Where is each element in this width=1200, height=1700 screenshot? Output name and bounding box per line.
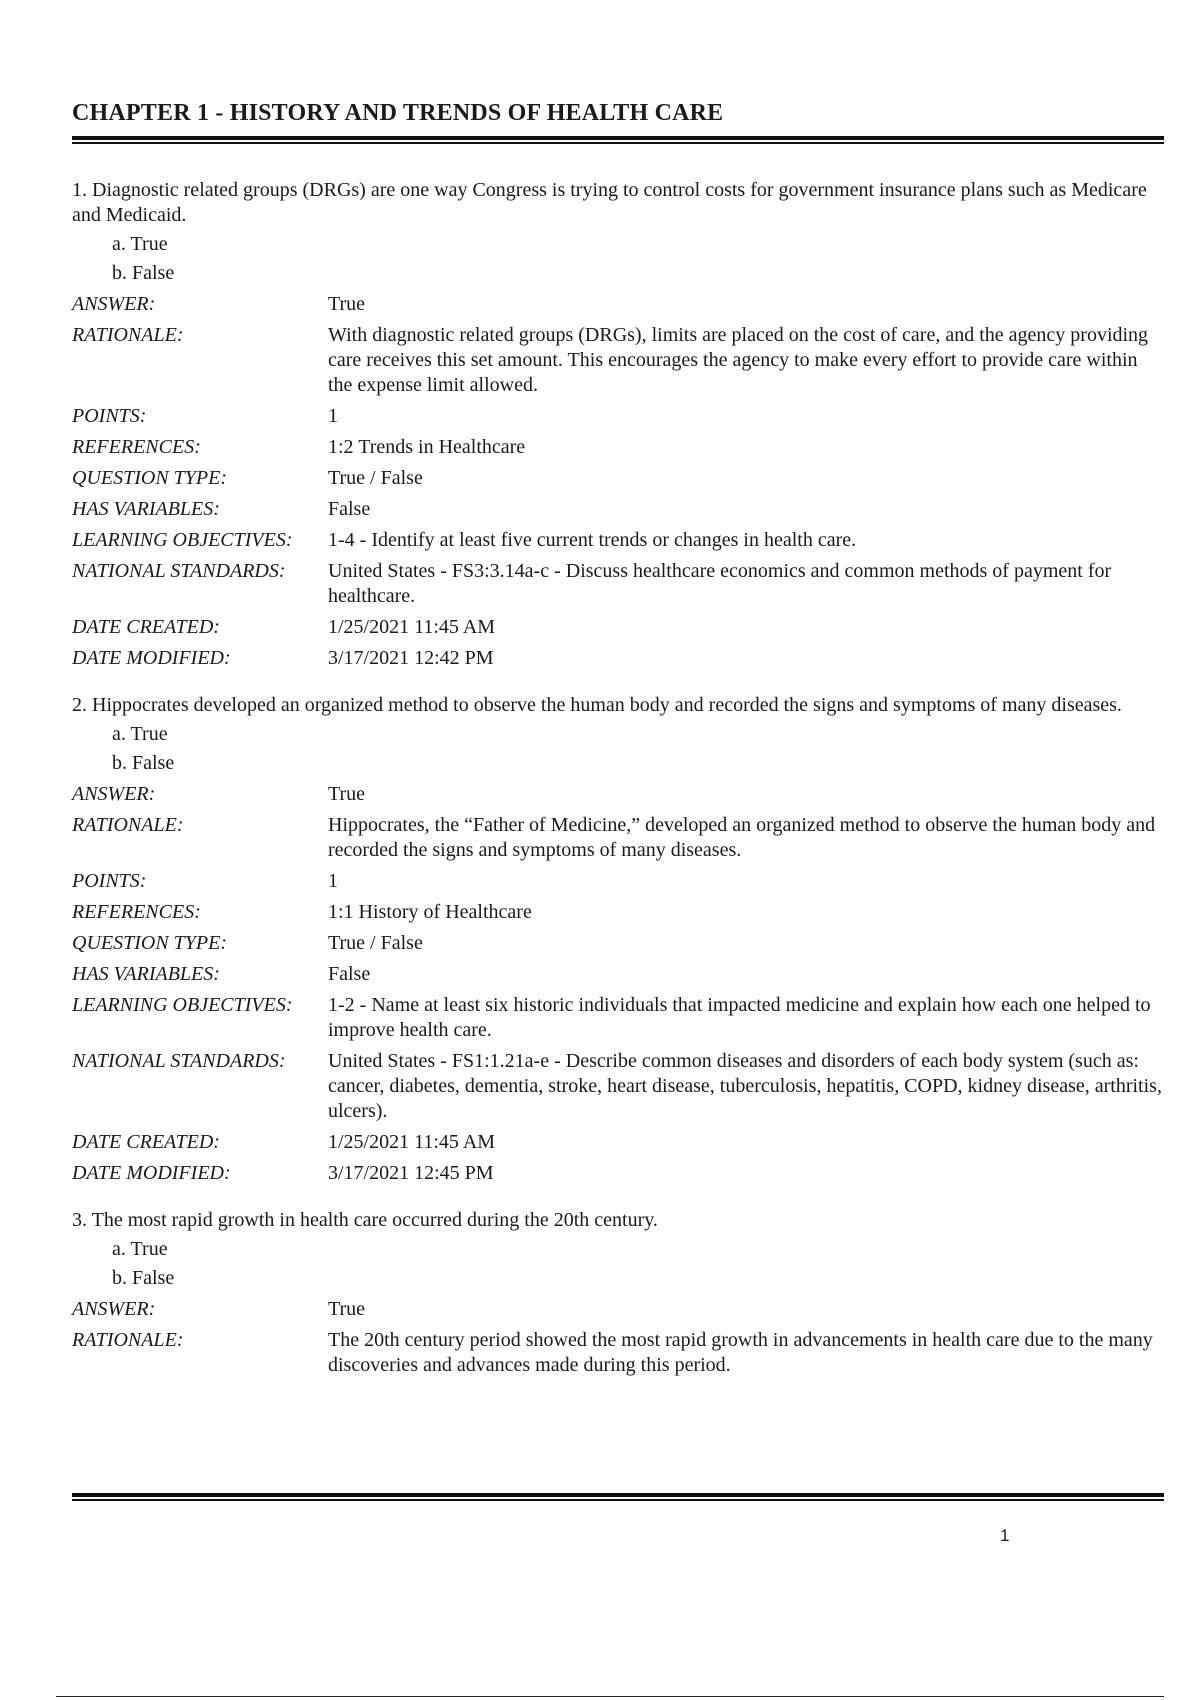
rationale-label: RATIONALE:	[72, 1329, 184, 1351]
date-modified-label: DATE MODIFIED:	[72, 647, 231, 669]
has-variables-row	[72, 497, 1164, 522]
option-b: b. False	[112, 1267, 175, 1289]
question-type-value: True / False	[328, 932, 423, 954]
header-double-rule	[72, 136, 1164, 145]
footer-double-rule	[72, 1493, 1164, 1502]
question-type-label: QUESTION TYPE:	[72, 467, 228, 489]
option-a: a. True	[112, 1238, 168, 1260]
has-variables-label: HAS VARIABLES:	[72, 963, 220, 985]
question-type-label: QUESTION TYPE:	[72, 932, 228, 954]
points-label: POINTS:	[72, 870, 147, 892]
rationale-label: RATIONALE:	[72, 324, 184, 346]
learning-objectives-label: LEARNING OBJECTIVES:	[72, 529, 293, 551]
rule-thick-line	[72, 1493, 1164, 1497]
points-row	[72, 404, 1164, 429]
date-created-value: 1/25/2021 11:45 AM	[328, 1131, 496, 1153]
has-variables-value: False	[328, 498, 371, 520]
date-created-row	[72, 1130, 1164, 1155]
learning-objectives-label: LEARNING OBJECTIVES:	[72, 994, 293, 1016]
points-row	[72, 869, 1164, 894]
rationale-row	[72, 813, 1164, 863]
has-variables-value: False	[328, 963, 371, 985]
answer-label: ANSWER:	[72, 293, 156, 315]
references-label: REFERENCES:	[72, 901, 201, 923]
rationale-value: Hippocrates, the “Father of Medicine,” developed an organized method to observe the human body and recorded the signs and symptoms of many diseases.	[328, 814, 1156, 861]
date-modified-label: DATE MODIFIED:	[72, 1162, 231, 1184]
learning-objectives-row	[72, 993, 1164, 1043]
date-modified-row	[72, 646, 1164, 671]
question-list	[72, 178, 1164, 1400]
page-number: 1	[1000, 1526, 1010, 1545]
question-stem: 1. Diagnostic related groups (DRGs) are one way Congress is trying to control costs for government insurance plans such as Medicare and Medicaid.	[72, 179, 1147, 226]
rationale-value: With diagnostic related groups (DRGs), limits are placed on the cost of care, and the agency providing care receives this set amount. This encourages the agency to make every effort to provide care within the expense limit allowed.	[328, 324, 1149, 396]
answer-label: ANSWER:	[72, 1298, 156, 1320]
rationale-value: The 20th century period showed the most rapid growth in advancements in health care due to the many discoveries and advances made during this period.	[328, 1329, 1153, 1376]
question-3	[72, 1208, 1164, 1378]
page-bottom-divider	[56, 1696, 1164, 1697]
date-modified-value: 3/17/2021 12:42 PM	[328, 647, 494, 669]
points-value: 1	[328, 870, 338, 892]
rationale-row	[72, 1328, 1164, 1378]
question-1	[72, 178, 1164, 671]
learning-objectives-value: 1-2 - Name at least six historic individuals that impacted medicine and explain how each one helped to improve health care.	[328, 994, 1151, 1041]
date-created-value: 1/25/2021 11:45 AM	[328, 616, 496, 638]
date-modified-row	[72, 1161, 1164, 1186]
national-standards-row	[72, 559, 1164, 609]
answer-row	[72, 292, 1164, 317]
answer-value: True	[328, 1298, 366, 1320]
points-label: POINTS:	[72, 405, 147, 427]
references-value: 1:1 History of Healthcare	[328, 901, 532, 923]
date-created-label: DATE CREATED:	[72, 616, 220, 638]
rationale-row	[72, 323, 1164, 398]
option-b: b. False	[112, 262, 175, 284]
references-value: 1:2 Trends in Healthcare	[328, 436, 526, 458]
question-type-value: True / False	[328, 467, 423, 489]
references-row	[72, 900, 1164, 925]
answer-row	[72, 782, 1164, 807]
date-created-row	[72, 615, 1164, 640]
option-a: a. True	[112, 233, 168, 255]
date-modified-value: 3/17/2021 12:45 PM	[328, 1162, 494, 1184]
has-variables-row	[72, 962, 1164, 987]
national-standards-row	[72, 1049, 1164, 1124]
chapter-title: CHAPTER 1 - HISTORY AND TRENDS OF HEALTH CARE	[72, 100, 724, 126]
has-variables-label: HAS VARIABLES:	[72, 498, 220, 520]
references-label: REFERENCES:	[72, 436, 201, 458]
answer-label: ANSWER:	[72, 783, 156, 805]
question-stem: 3. The most rapid growth in health care occurred during the 20th century.	[72, 1209, 658, 1231]
question-type-row	[72, 466, 1164, 491]
references-row	[72, 435, 1164, 460]
national-standards-label: NATIONAL STANDARDS:	[72, 560, 286, 582]
learning-objectives-row	[72, 528, 1164, 553]
national-standards-value: United States - FS1:1.21a-e - Describe common diseases and disorders of each body system (such as: cancer, diabetes, dementia, stroke, heart disease, tuberculosis, hepatitis, COPD, kidney disease, arthritis, ulcers).	[328, 1050, 1162, 1122]
rule-thick-line	[72, 136, 1164, 140]
answer-row	[72, 1297, 1164, 1322]
learning-objectives-value: 1-4 - Identify at least five current trends or changes in health care.	[328, 529, 857, 551]
option-a: a. True	[112, 723, 168, 745]
rule-thin-line	[72, 142, 1164, 144]
rule-thin-line	[72, 1499, 1164, 1501]
question-stem: 2. Hippocrates developed an organized method to observe the human body and recorded the signs and symptoms of many diseases.	[72, 694, 1122, 716]
question-type-row	[72, 931, 1164, 956]
points-value: 1	[328, 405, 338, 427]
national-standards-value: United States - FS3:3.14a-c - Discuss healthcare economics and common methods of payment for healthcare.	[328, 560, 1112, 607]
rationale-label: RATIONALE:	[72, 814, 184, 836]
answer-value: True	[328, 293, 366, 315]
option-b: b. False	[112, 752, 175, 774]
date-created-label: DATE CREATED:	[72, 1131, 220, 1153]
answer-value: True	[328, 783, 366, 805]
national-standards-label: NATIONAL STANDARDS:	[72, 1050, 286, 1072]
question-2	[72, 693, 1164, 1186]
